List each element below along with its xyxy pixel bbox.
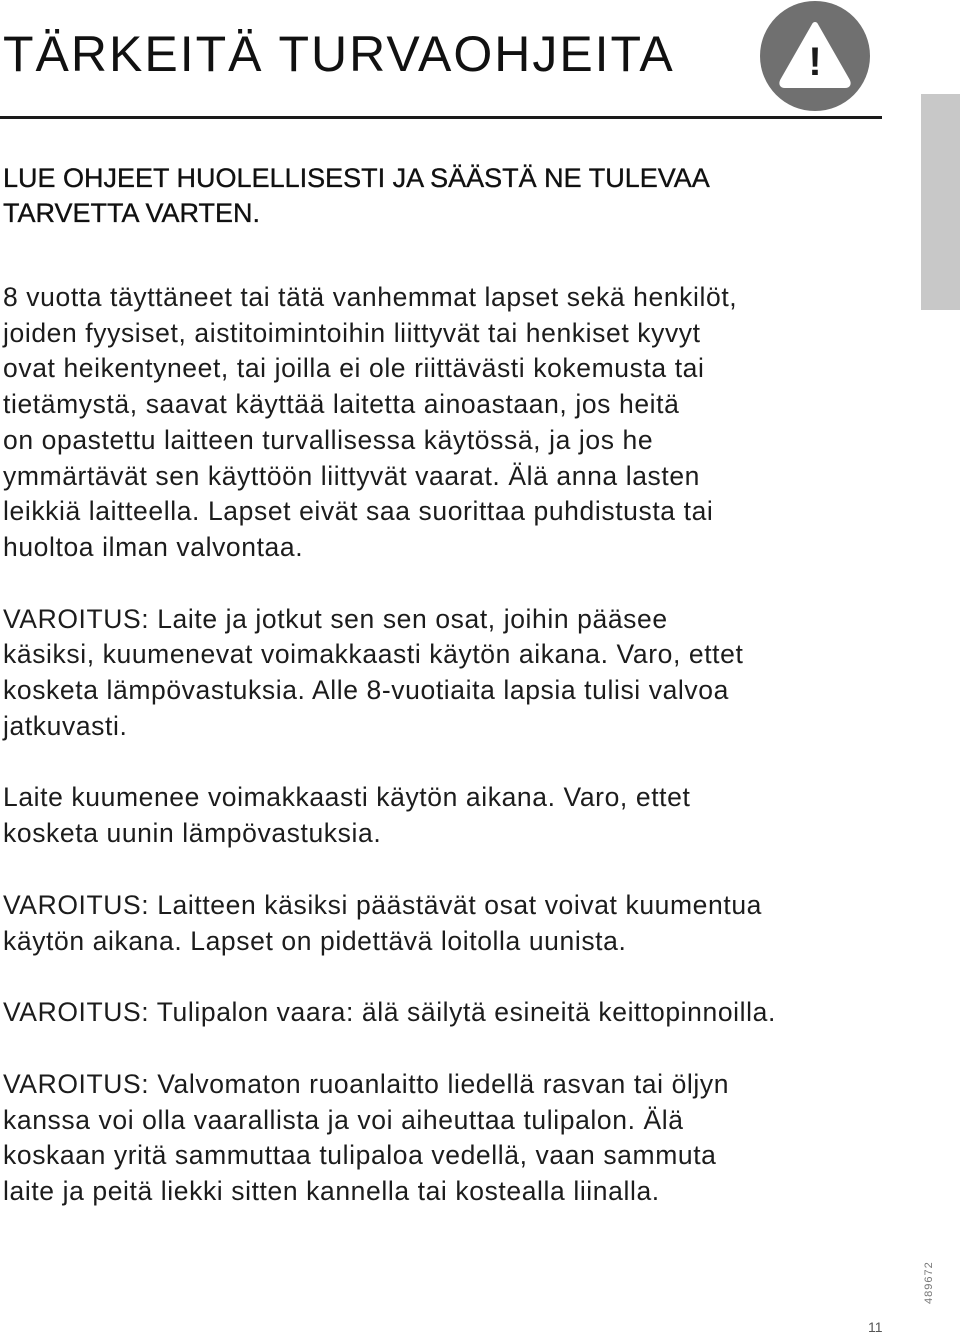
safety-instructions — [3, 280, 903, 1246]
paragraph-hot-parts-warning: VAROITUS: Laite ja jotkut sen sen osat, joihin pääsee käsiksi, kuumenevat voimakkaasti käytön aikana. Varo, ettet kosketa lämpövastuksia. Alle 8-vuotiaita lapsia tulisi valvoa jatkuvasti. — [3, 603, 744, 741]
warning-triangle-icon — [760, 1, 870, 111]
warning-badge — [760, 1, 870, 111]
side-tab-marker — [921, 94, 960, 310]
instruction-subtitle: LUE OHJEET HUOLELLISESTI JA SÄÄSTÄ NE TULEVAA TARVETTA VARTEN. — [3, 163, 710, 228]
title-divider — [0, 116, 882, 119]
paragraph-accessible-parts-warning: VAROITUS: Laitteen käsiksi päästävät osat voivat kuumentua käytön aikana. Lapset on pidettävä loitolla uunista. — [3, 889, 762, 956]
page-title: TÄRKEITÄ TURVAOHJEITA — [3, 26, 675, 82]
paragraph-oven-heat: Laite kuumenee voimakkaasti käytön aikana. Varo, ettet kosketa uunin lämpövastuksia. — [3, 782, 691, 849]
paragraph-fire-risk-warning: VAROITUS: Tulipalon vaara: älä säilytä esineitä keittopinnoilla. — [3, 997, 776, 1028]
document-code: 489672 — [923, 1261, 935, 1304]
page-number: 11 — [868, 1319, 883, 1335]
paragraph-children-usage: 8 vuotta täyttäneet tai tätä vanhemmat lapset sekä henkilöt, joiden fyysiset, aistitoimintoihin liittyvät tai henkiset kyvyt ovat heikentyneet, tai joilla ei ole riittävästi kokemusta tai tietämystä, saavat käyttää laitetta ainoastaan, jos heitä on opastettu laitteen turvallisessa käytössä, ja jos he ymmärtävät sen käyttöön liittyvät vaarat. Älä anna lasten leikkiä laitteella. Lapset eivät saa suorittaa puhdistusta tai huoltoa ilman valvontaa. — [3, 282, 738, 562]
exclamation-mark: ! — [808, 40, 822, 84]
paragraph-unattended-cooking-warning: VAROITUS: Valvomaton ruoanlaitto liedellä rasvan tai öljyn kanssa voi olla vaarallista ja voi aiheuttaa tulipalon. Älä koskaan yritä sammuttaa tulipaloa vedellä, vaan sammuta laite ja peitä liekki sitten kannella tai kostealla liinalla. — [3, 1068, 730, 1207]
